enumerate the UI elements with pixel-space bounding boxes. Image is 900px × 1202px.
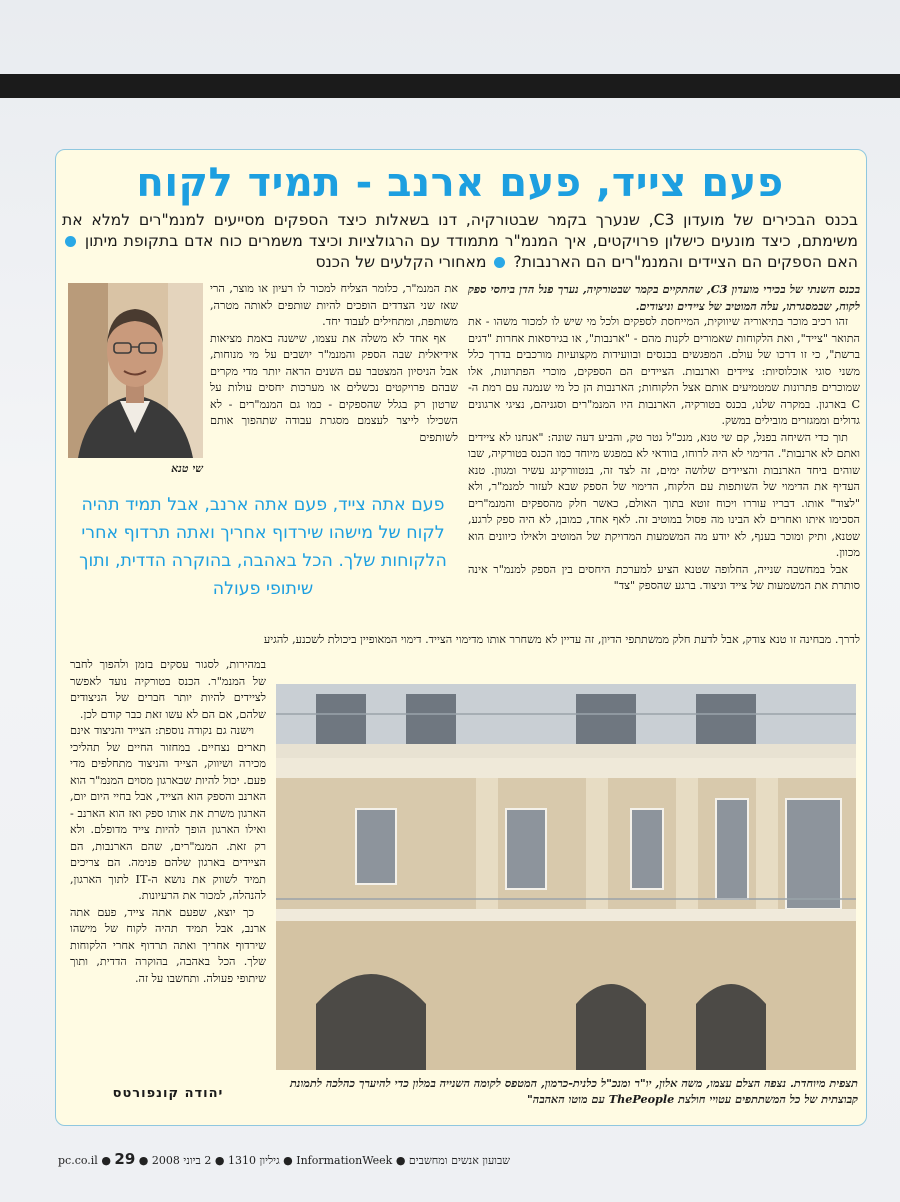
hotel-photo [276, 684, 856, 1070]
body-paragraph: אף אחד לא משלה את עצמו, שישנה באמת מציאות אידיאלית שבה הספק והמנמ"ר יושבים על מי מנוחות, אבל הניסיון המצטבר עם השנים הראה יותר מדי מקרים שבהם פרויקטים נכשלים או מערכות יחסים עולות על שרטון רק בגלל שהספקים - כמו גם המנמ"רים - לא השכילו לייצר לעצמם מסגרת עבודה שתהפוך אותם לשותפים [210, 331, 458, 444]
top-bar [0, 74, 900, 98]
author-byline: יהודה קונפורטס [112, 1086, 224, 1101]
lead-part-1: בכנס הבכירים של מועדון C3, שנערך בקמר שבטורקיה, דנו בשאלות כיצד הספקים מסייעים למנמ"רים למלא את משימתם, כיצד מונעים כישלון פרויקטים, איך המנמ"ר מתמודד עם הרגולציות וכיצד משמרים כוח אדם בתקופת מיתון [62, 211, 858, 250]
footer-text: שבועון אנשים ומחשבים ● InformationWeek ● גיליון 1310 ● 2 ביוני 2008 ● pc.co.il ● [58, 1154, 511, 1167]
portrait-photo [68, 283, 203, 458]
bullet-icon [65, 236, 76, 247]
body-paragraph: לדרך. מבחינה זו טנא צודק, אבל לדעת חלק ממשתתפי הדיון, זה עדיין לא משחרר אותו מדימוי הצייד. דימוי המאופיין ביכולת לשכנע, להגיע [263, 633, 860, 646]
page-number: 29 [114, 1150, 136, 1168]
article-headline: פעם צייד, פעם ארנב - תמיד לקוח [136, 160, 784, 206]
body-paragraph: זהו רכיב מוכר בתיאוריה שיווקית, המייחסת לספקים ולכל מי שיש לו למכור משהו - את התואר "צייד", ואת הלקוחות שאמורים לקנות מהם - "ארנבות", או בגירסאות אחרות "דגים ברשת", כי זו דרכו של עולם. המפגשים בכנסים ובוועידות מקצועיות מורכבים בדרך כלל משני סוגי אוכלוסיות: ציידים וארנבות. הציידים הם הספקים, מוכרי הפתרונות, אלו שמוכרים פתרונות שמטמיעים אותם אצל הלקוחות; הארנבות הן כל מי שנמנה עם רמת ה-C בארגון. במקרה שלנו, בכנס בטורקיה, הארנבות היו המנמ"רים וסגניהם, נציגי ארגונים גדולים וממגזרים מובילים במשק. [468, 315, 860, 427]
body-paragraph: אבל במחשבה שנייה, החלופה שטנא הציע למערכת היחסים בין הספק למנמ"ר אינה סותרת את המשמעות של צייד וניצוד. ברגע שהספק "צד" [468, 562, 860, 592]
body-paragraph: וישנה גם נקודה נוספת: הצייד והניצוד אינם תארים נצחיים. במחזור החיים של תהליכי מכירה ושיווק, הצייד והניצוד מתחלפים מדי פעם. יכול להיות שבארגון מסוים המנמ"ר הוא הארנב והספק הוא הצייד, אבל בחיי היום יום, הארגון משרת את אותו ספק ואז הוא הארנב - ואילו הארגון הופך להיות צייד מדופלם. ולא רק זאת. המנמ"רים, שהם הארנבות, הם הציידים בארגון שלהם פנימה. הם צריכים תמיד לשווק את נושא ה-IT לתוך הארגון, להנהלה, למכור את הרעיונות. [70, 724, 266, 902]
bullet-icon [494, 257, 505, 268]
column-bottom-strip [70, 632, 860, 649]
body-paragraph: במהירות, לסגור עסקים בזמן ולהפוך לחבר של המנמ"ר. הכנס בטורקיה נועד לאפשר לציידים להיות יותר חברים של הניצודים שלהם, אם הם לא עשו זאת כבר קודם לכן. [70, 658, 266, 721]
body-paragraph: כך יוצא, שפעם אתה צייד, פעם אתה ארנב, אבל תמיד תהיה לקוח של מישהו שירדוף אחריך ואתה תרדוף אחרי הלקוחות שלך. הכל באהבה, בהוקרה הדדית, ותוך שיתופי פעולה. ותחשבו על זה. [70, 905, 266, 985]
body-paragraph: תוך כדי השיחה בפנל, קם שי טנא, מנכ"ל גטר טק, והביע דעה שונה: "אנחנו לא ציידים ואתם לא ארנבות". הדימוי לא היה לרוחו, בוודאי לא במפגש מיוחד כמו הכנס בטורקיה, שבו שוהים ביחד הארנבות והציידים שלושה ימים, זה לצד זה, בנטוורקינג עשיר ומגוון. טנא העדיף את הדימוי של השותפות עם הלקוח, הדימוי של הספק שבא לעזור למנמ"ר, ולא "לצוד" אותו. דבריו עוררו ויכוח זוטא בתוך האולם, כאשר חלק מהספקים והמנמ"רים הסכימו איתו ואחרים לא הבינו מה פסול במוטיב זה. לאף אחד, כמובן, לא היה ספק לרגע, שטנא, ותיק ומוכר בענף, לא יודע מה המשמעות המדויקת של המוטיב ולאילו כיוונים הוא מכוון. [468, 430, 860, 559]
lead-part-2: האם הספקים הם הציידים והמנמ"רים הם הארנבות? [513, 253, 858, 271]
body-paragraph: את המנמ"ר, כלומר הצליח למכור לו רעיון או מוצר, הרי שאז שני הצדדים הופכים להיות שותפים לאותה מטרה, משותפת, ומתחילים לעבוד יחד. [210, 282, 458, 328]
page-footer [58, 1150, 868, 1168]
column-left-top [210, 281, 458, 446]
column-right [468, 281, 860, 595]
article-lead [62, 210, 858, 273]
portrait-caption: שי טנא [171, 462, 203, 475]
portrait-illustration [68, 283, 203, 458]
hotel-photo-caption: תצפית מיוחדת. נצפה הצלם עצמו, משה אלון, יו"ר ומנכ"ל כלנית-כרמון, המטפס לקומה השנייה במלון כדי להיערך כהלכה לתמונת קבוצתית של כל המשתתפים עטויי חולצת ThePeople עם מוטו האהבה" [289, 1076, 858, 1106]
column-left-bottom [70, 657, 266, 987]
hotel-facade-illustration [276, 684, 856, 1070]
pull-quote: פעם אתה צייד, פעם אתה ארנב, אבל תמיד תהיה לקוח של מישהו שירדוף אחריך ואתה תרדוף אחרי הלקוחות שלך. הכל באהבה, בהוקרה הדדית, ותוך שיתופי פעולה [79, 495, 447, 599]
lead-part-3: מאחורי הקלעים של הכנס [315, 253, 487, 271]
intro-paragraph: בכנס השנתי של בכירי מועדון C3, שהתקיים בקמר שבטורקיה, נערך פנל הדן ביחסי ספק לקוח, שבמסגרתו, עלה המוטיב של ציידים וניצודים. [468, 282, 860, 313]
